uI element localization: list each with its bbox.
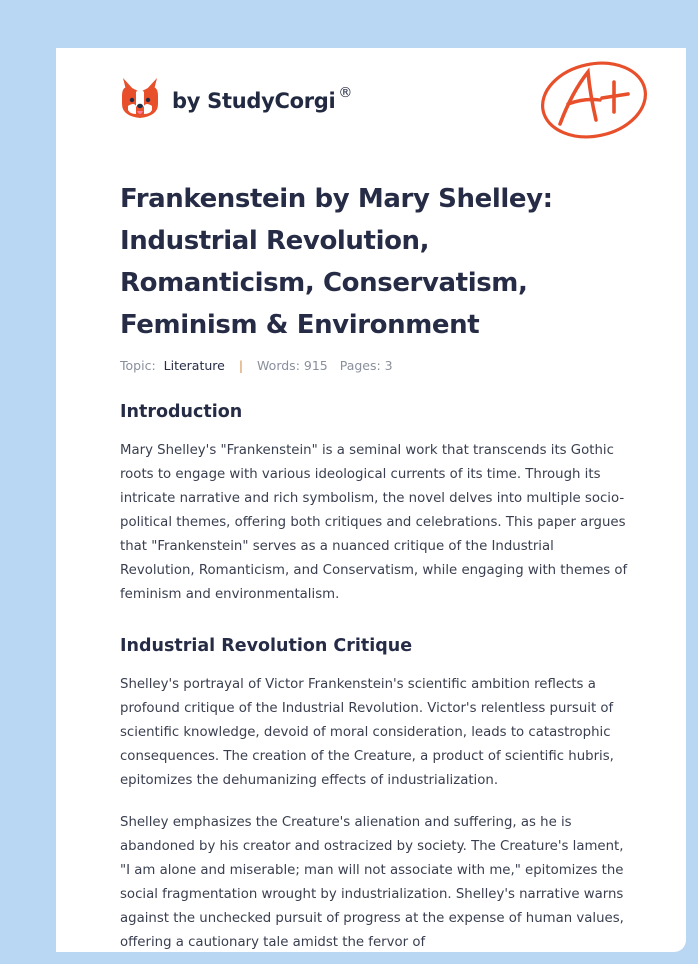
section-heading-industrial-revolution: Industrial Revolution Critique (120, 636, 413, 656)
page-count: Pages: 3 (339, 358, 393, 373)
registered-mark: ® (338, 84, 353, 101)
paragraph: Mary Shelley's "Frankenstein" is a seminal work that transcends its Gothic roots to engage with various ideological currents of its time. Through its intricate narrative and rich symbolism, the novel delves into multiple socio-political themes, offering both critiques and celebrations. This paper argues that "Frankenstein" serves as a nuanced critique of the Industrial Revolution, Romanticism, and Conservatism, while engaging with themes of feminism and environmentalism. (120, 443, 628, 602)
article-title: Frankenstein by Mary Shelley: Industrial Revolution, Romanticism, Conservatism, Feminism & Environment (120, 184, 553, 340)
a-plus-grade-icon (538, 58, 650, 142)
corgi-icon (120, 76, 160, 120)
topic-label: Topic: (120, 358, 156, 373)
studycorgi-logo[interactable] (120, 76, 352, 120)
article-meta (120, 358, 632, 373)
topic-link[interactable]: Literature (163, 358, 225, 373)
document-page (56, 48, 686, 952)
article (120, 178, 632, 952)
paragraph: Shelley emphasizes the Creature's alienation and suffering, as he is abandoned by his creator and ostracized by society. The Creature's lament, "I am alone and miserable; man will not associate with me," epitomizes the social fragmentation wrought by industrialization. Shelley's narrative warns against the unchecked pursuit of progress at the expense of human values, offering a cautionary tale amidst the fervor of (120, 815, 624, 950)
paragraph: Shelley's portrayal of Victor Frankenstein's scientific ambition reflects a profound critique of the Industrial Revolution. Victor's relentless pursuit of scientific knowledge, devoid of moral consideration, leads to catastrophic consequences. The creation of the Creature, a product of scientific hubris, epitomizes the dehumanizing effects of industrialization. (120, 677, 614, 788)
section-heading-introduction: Introduction (120, 402, 243, 422)
meta-separator: | (238, 358, 244, 373)
brand-name: by StudyCorgi ® (172, 84, 353, 113)
word-count: Words: 915 (257, 358, 328, 373)
